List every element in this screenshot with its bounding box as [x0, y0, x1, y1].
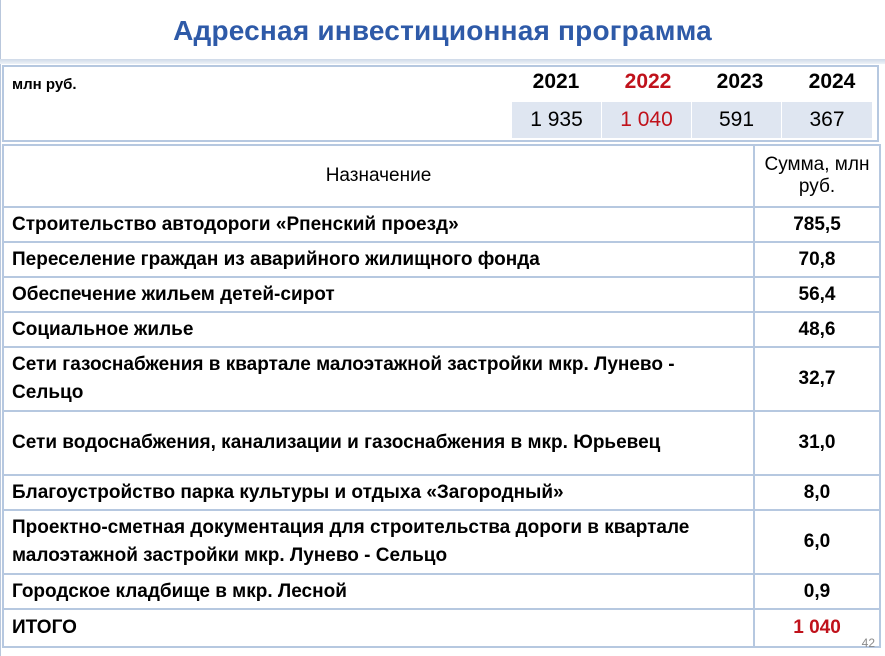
- row-purpose: Переселение граждан из аварийного жилищного фонда: [3, 242, 754, 277]
- amount-2024: 367: [809, 108, 845, 131]
- table-header-row: [3, 145, 880, 207]
- total-sum: 1 040: [754, 609, 880, 647]
- row-sum: 70,8: [754, 242, 880, 277]
- amount-2022: 1 040: [602, 102, 692, 138]
- column-header-purpose: Назначение: [3, 145, 754, 207]
- table-row: [3, 411, 880, 475]
- row-sum: 31,0: [754, 411, 880, 475]
- table-row: [3, 242, 880, 277]
- year-2022: 2022: [624, 70, 672, 93]
- row-purpose: Строительство автодороги «Рпенский проезд»: [3, 207, 754, 242]
- table-row: [3, 207, 880, 242]
- year-2023: 2023: [716, 70, 764, 93]
- table-row: [3, 277, 880, 312]
- amount-2023: 591: [692, 102, 782, 138]
- table-row: [3, 475, 880, 510]
- table-row: [3, 312, 880, 347]
- row-sum: 6,0: [754, 510, 880, 574]
- row-sum: 0,9: [754, 574, 880, 609]
- table-row: [3, 574, 880, 609]
- row-purpose: Городское кладбище в мкр. Лесной: [3, 574, 754, 609]
- investment-table: [2, 144, 881, 648]
- row-sum: 56,4: [754, 277, 880, 312]
- row-purpose: Сети газоснабжения в квартале малоэтажной застройки мкр. Лунево - Сельцо: [3, 347, 754, 411]
- years-row: [510, 70, 878, 94]
- page-number: 42: [861, 636, 875, 650]
- page-title: Адресная инвестиционная программа: [173, 15, 712, 46]
- row-purpose: Социальное жилье: [3, 312, 754, 347]
- row-sum: 785,5: [754, 207, 880, 242]
- row-sum: 8,0: [754, 475, 880, 510]
- row-sum: 48,6: [754, 312, 880, 347]
- row-purpose: Обеспечение жильем детей-сирот: [3, 277, 754, 312]
- total-label: ИТОГО: [3, 609, 754, 647]
- year-2024: 2024: [808, 70, 856, 93]
- unit-label: млн руб.: [12, 76, 77, 93]
- amount-2021: 1 935: [512, 102, 602, 138]
- table-row: [3, 347, 880, 411]
- row-purpose: Проектно-сметная документация для строительства дороги в квартале малоэтажной застройки мкр. Лунево - Сельцо: [3, 510, 754, 574]
- row-sum: 32,7: [754, 347, 880, 411]
- amounts-row: [512, 102, 872, 138]
- year-2021: 2021: [532, 70, 580, 93]
- row-purpose: Сети водоснабжения, канализации и газоснабжения в мкр. Юрьевец: [3, 411, 754, 475]
- slide-left-border: [0, 0, 1, 656]
- table-row: [3, 510, 880, 574]
- column-header-sum: Сумма, млн руб.: [754, 145, 880, 207]
- title-divider: [0, 59, 885, 64]
- total-row: [3, 609, 880, 647]
- row-purpose: Благоустройство парка культуры и отдыха «Загородный»: [3, 475, 754, 510]
